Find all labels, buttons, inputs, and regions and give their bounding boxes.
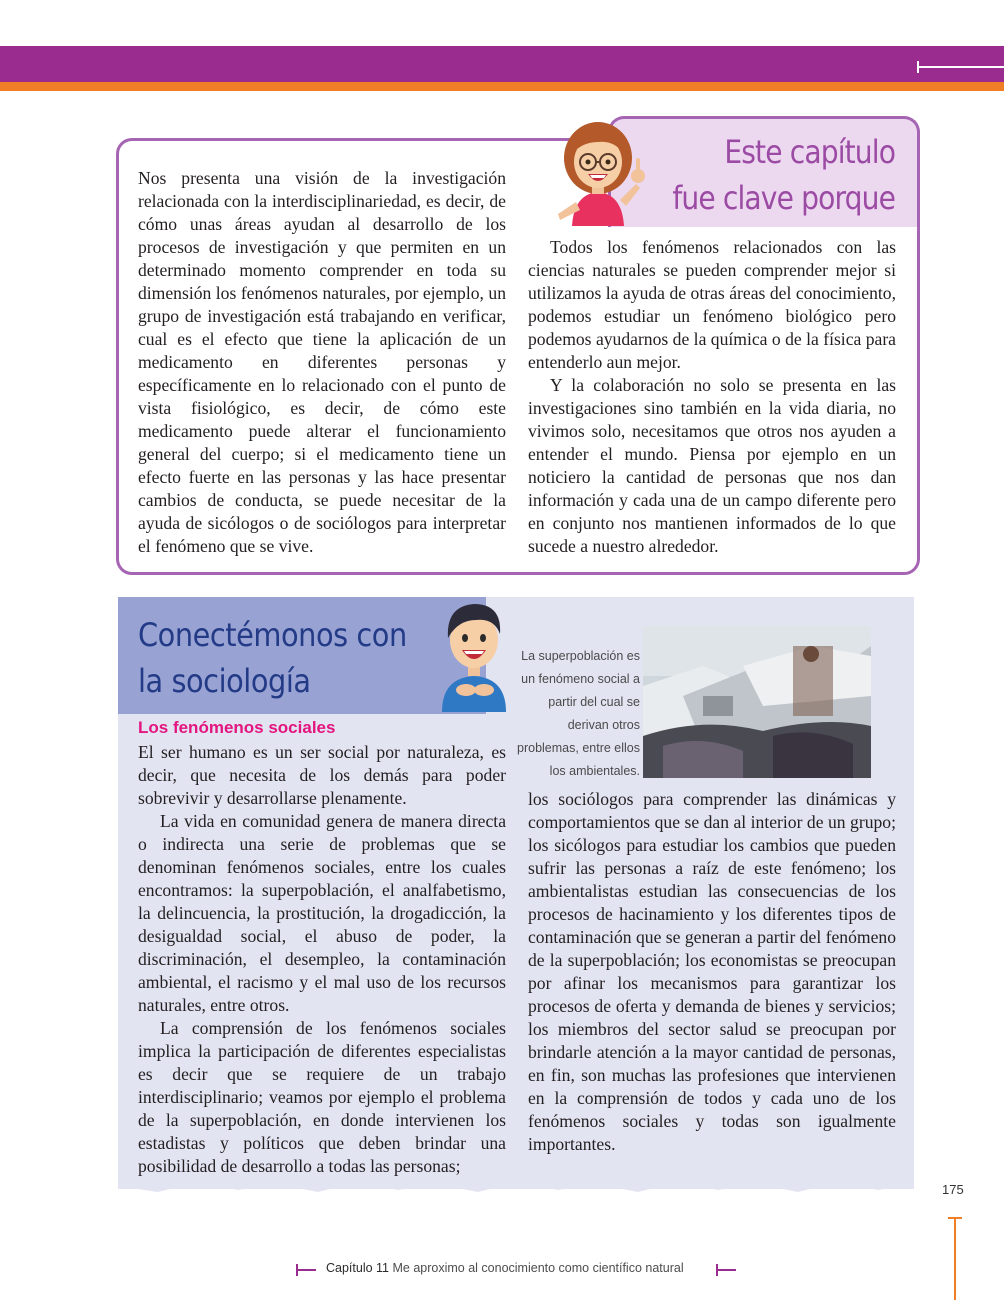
clave-title-line2: fue clave porque: [672, 179, 895, 217]
footer-chapter-title: Me aproximo al conocimiento como científico natural: [392, 1261, 684, 1275]
girl-avatar-illustration: [548, 114, 658, 226]
sociology-paragraph-2: La vida en comunidad genera de manera directa o indirecta una serie de problemas que se denominan fenómenos sociales, entre los cuales encontramos: la superpoblación, el analfabetismo, la delincuencia, la prostitución, la drogadicción, la desigualdad social, el abuso de poder, la discriminación, el desempleo, la contaminación ambiental, el racismo y el mal uso de los recursos naturales, entre otros.: [138, 811, 506, 1015]
clave-title: [672, 129, 895, 221]
footer-rule-left: [296, 1269, 316, 1271]
sociology-right-column: [528, 788, 896, 1156]
footer-chapter: Capítulo 11: [326, 1261, 390, 1275]
header-rule: [918, 66, 1004, 68]
sociology-title: [138, 612, 407, 704]
clave-right-column: [528, 236, 896, 558]
sociology-paragraph-1: El ser humano es un ser social por naturaleza, es decir, que necesita de los demás para poder sobrevivir y desarrollarse plenamente.: [138, 742, 506, 808]
photo-caption: La superpoblación es un fenómeno social a partir del cual se derivan otros problemas, entre ellos los ambientales.: [517, 649, 640, 778]
overpopulation-photo: [643, 626, 871, 778]
footer: [296, 1260, 740, 1280]
clave-left-column: [138, 167, 506, 558]
header-rule-tick: [917, 61, 919, 73]
header-band-purple: [0, 46, 1004, 82]
clave-right-paragraph-2: Y la colaboración no solo se presenta en las investigaciones sino también en la vida diaria, no vivimos solo, necesitamos que otros nos ayuden a entender el mundo. Piensa por ejemplo en un noticiero la cantidad de personas que nos dan información y cada una de un campo diferente pero en conjunto nos mantienen informados de lo que sucede a nuestro alrededor.: [528, 375, 896, 556]
margin-tick-vertical: [954, 1217, 956, 1300]
boy-avatar-illustration: [436, 594, 512, 712]
sociology-title-line2: la sociología: [138, 662, 311, 700]
sociology-paragraph-4: los sociólogos para comprender las dinámicas y comportamientos que se dan al interior de un grupo; los sicólogos para estudiar los cambios que pueden sufrir las personas a raíz de este fenómeno; los ambientalistas estudian las consecuencias de los procesos de hacinamiento y los diferentes tipos de contaminación que se generan a partir del fenómeno de la superpoblación; los economistas se preocupan por afinar los mecanismos para garantizar los procesos de oferta y demanda de bienes y servicios; los miembros del sector salud se preocupan por brindarle atención a la mayor cantidad de personas, en fin, son muchas las profesiones que intervienen en la comprensión de todos y cada uno de los fenómenos sociales y todas son igualmente importantes.: [528, 789, 896, 1154]
sociology-paragraph-3: La comprensión de los fenómenos sociales implica la participación de diferentes especialistas es decir que se requiere de un trabajo interdisciplinario; veamos por ejemplo el problema de la superpoblación, en donde intervienen los estadistas y políticos que deben brindar una posibilidad de desarrollo a todas las personas;: [138, 1018, 506, 1176]
clave-left-paragraph: Nos presenta una visión de la investigación relacionada con la interdisciplinariedad, es decir, de cómo unas áreas ayudan al desarrollo de los procesos de investigación y que permiten en un determinado momento comprender en toda su dimensión los fenómenos naturales, por ejemplo, un grupo de investigación está trabajando en verificar, cual es el efecto que tiene la aplicación de un medicamento en diferentes personas y específicamente en lo relacionado con el punto de vista fisiológico, es decir, de cómo este medicamento puede alterar el funcionamiento general del cuerpo; si el medicamento tiene un efecto fuerte en las personas y las hace presentar cambios de conducta, se puede necesitar de la ayuda de sicólogos o de sociólogos para interpretar el fenómeno que se vive.: [138, 168, 506, 556]
footer-tick-right: [716, 1264, 718, 1276]
clave-right-paragraph-1: Todos los fenómenos relacionados con las ciencias naturales se pueden comprender mejor si utilizamos la ayuda de otras áreas del conocimiento, podemos estudiar un fenómeno biológico pero podemos ayudarnos de la química o de la física para entenderlo aun mejor.: [528, 237, 896, 372]
footer-rule-right: [716, 1269, 736, 1271]
sociology-title-line1: Conectémonos con: [138, 616, 407, 654]
page-number: 175: [942, 1182, 964, 1197]
footer-text: [326, 1261, 684, 1275]
clave-title-line1: Este capítulo: [724, 133, 895, 171]
sociology-left-column: [138, 741, 506, 1178]
header-band-orange: [0, 82, 1004, 91]
social-phenomena-subheading: Los fenómenos sociales: [138, 718, 336, 737]
